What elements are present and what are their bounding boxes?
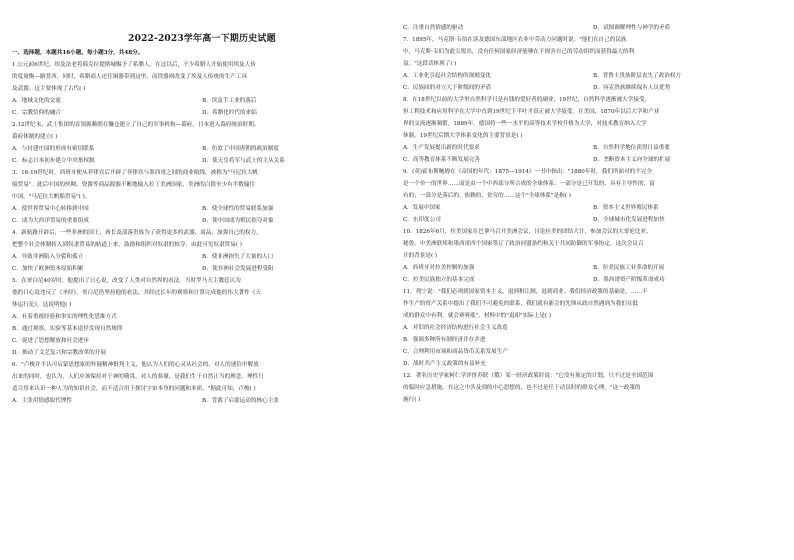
option-row: [12, 155, 392, 167]
question-text-line: 他的日心说违反了《圣经》，哥白尼仍坚持他的看法，并经过长年的观察和计算完成他的伟大著作《天: [12, 290, 261, 296]
option-row: [403, 202, 783, 214]
answer-option: B．埃及手工业的落后: [202, 98, 257, 104]
answer-option: B．强调多种所有制经济并存并进: [403, 337, 486, 343]
question-text-line: 中国。"马尼拉大帆船贸易"( )。: [12, 194, 91, 200]
question-text-line: 8．在18世纪以前的大学里自然科学只是有钱的爱好者的副业，19世纪，自然科学逐渐被大学接受，: [403, 97, 651, 103]
answer-option: [593, 322, 783, 334]
question-q5: [12, 275, 392, 359]
question-text-line: 但工程技术和应用科学在大学中直到19世纪下半叶才真正被大学接受。在美国，1870年以后大学和产业: [403, 109, 660, 115]
question-text-line: 出来的同时，也认为，人们应该保持对于神的敬畏。对人的恭谨，是我们生于自然正当的理念。理性只: [12, 374, 264, 380]
question-text-line: 幕府体制的建立( ): [12, 134, 58, 140]
option-row: [403, 70, 783, 82]
answer-option: C．民族间的对立大于阶级间的矛盾: [403, 85, 492, 91]
answer-option: D．使天皇将军与武士的主从关系: [202, 158, 285, 164]
question-text-line: 2.12世纪末，武士集团的首领源赖朝在镰仓建立了自己的军事机构—幕府，日本进入幕府统治时期。: [12, 122, 260, 128]
answer-option: B．资本主义世界殖民体系: [593, 205, 659, 211]
question-text-line: 作生产的资产关系中提出了我们不可避免的联系，我们就有新会的先锋从政自然遇到为我们在低: [403, 301, 638, 307]
answer-option: A．有着重视经验和事实的理性化思维方式: [12, 314, 117, 320]
question-text-line: 9．(英)霍布斯鲍姆在《帝国的年代：1875—1914》一书中指出："1880年时，我们所面对的不完全: [403, 169, 652, 175]
answer-option: A．西班牙对拉美控制的加强: [403, 265, 475, 271]
answer-option: D．使中国成为殖民掠夺对象: [202, 218, 274, 224]
question-text-line: 10．1826年6月，拉美国家在巴拿马召开美洲会议，讨论拉美的团结大计，参加会议的大哥伦比亚、: [403, 229, 652, 235]
section-heading: 一、选择题，本题共16小题，每小题3分，共48分。: [12, 50, 144, 56]
answer-option: D．垄断资本主义向全球的扩展: [593, 157, 671, 163]
question-text-line: 11．列宁说："我们必须到国家资本主义，退到租让制，退到商业。我们经济政策的基础是，……不: [403, 289, 648, 295]
question-text-line: 4．新航路开辟后，一些非洲的国王、酋长及部落贵族为了获得更多的武器、商品，加强自己的权力，: [12, 230, 262, 236]
question-text-line: 中，马克斯·韦伯为此尖锐出，没有任何国家经济能够在不损害自己的劳动组织而获得最大的利: [403, 49, 635, 55]
question-q12: [403, 370, 783, 406]
answer-option: C．标志日本初步建立中央集权制: [12, 158, 95, 164]
question-text-line: 的临时应急措施，在这之中涉及到的中心思想的，也不过是任于动员时的群众心理。"这一政策的: [403, 385, 641, 391]
question-text-line: 体运行论》。这说明他( ): [12, 302, 72, 308]
option-row: [12, 335, 392, 347]
question-text-line: 是一个单一的世界……而是由一个中西部分所合成的全球体系：一部分是已开发的、具有主导性的、富: [403, 181, 655, 187]
answer-option: [593, 334, 783, 346]
question-text-line: 船贸易"。此后中国的丝绸、瓷器等商品源源不断地输入拉丁美洲国家，美洲的白银至少有半数输往: [12, 182, 256, 188]
option-row: [403, 142, 783, 154]
option-row: [12, 215, 392, 227]
question-text-line: 成的群众中有利，就会赛赛涨"。材料中的"退却"实际上是( ): [403, 313, 552, 319]
option-row: [403, 346, 783, 358]
question-text-line: 的度量衡—路普西。同时，希腊商人还往铜器带到这里，而铁器则改变了埃及人传统的生产工具: [12, 74, 247, 80]
option-row: [12, 95, 392, 107]
question-q1: [12, 59, 392, 119]
option-row: [403, 322, 783, 334]
question-q7: [403, 34, 783, 94]
option-row: [403, 358, 783, 370]
answer-option: A．导致非洲陷入分裂和孤立: [12, 254, 84, 260]
answer-option: C．合理利用市场和商品货币关系发展生产: [403, 349, 508, 355]
question-text-line: 5．在哥白尼40岁时，他提出了日心说，改变了人类对自然界的看法。当时罗马天主教廷认为: [12, 278, 241, 284]
question-q9: [403, 166, 783, 226]
question-text-line: 1.公元前6世纪，埃及法老将瑙克拉提斯城赐予了希腊人。在这以后，不少希腊人开始使用埃及人传: [12, 62, 256, 68]
answer-option: D．战时共产主义政策的有益补充: [403, 361, 486, 367]
option-row: [12, 251, 392, 263]
option-row: [12, 263, 392, 275]
answer-option: A．主张用情感取代理性: [12, 398, 72, 404]
exam-title: 2022-2023学年高一下期历史试题: [128, 34, 276, 44]
answer-option: B．使全球性的贸易联系加强: [202, 206, 274, 212]
question-text-line: 秘鲁、中美洲联邦和墨西哥四个国家签订了政治同盟条约和关于共同防御的军事协定，这次会议召: [403, 241, 644, 247]
question-text-line: 把整个社会体制转入到奴隶贸易的轨道上来，鼓励和组织对奴隶的掠夺。由此可见奴隶贸易( ): [12, 242, 242, 248]
question-q6: [12, 359, 392, 407]
question-q2: [12, 119, 392, 167]
answer-option: A．生产发展提出新的时代要求: [403, 145, 480, 151]
question-q3: [12, 167, 392, 227]
question-q4: [12, 227, 392, 275]
answer-option: [202, 347, 392, 359]
answer-option: B．使非洲损失了大量的人口: [202, 254, 274, 260]
option-row: [403, 262, 783, 274]
right-questions: [403, 22, 783, 406]
question-text-line: 3．16-19世纪时，西班牙便从菲律宾后开辟了菲律宾与墨西哥之间的商业航线，被称为"马尼拉大帆: [12, 170, 259, 176]
question-text-line: 开的背景是( ): [403, 253, 438, 259]
answer-option: A．发展中国家: [403, 205, 441, 211]
answer-option: D．使非洲社会发展进程受阻: [202, 266, 274, 272]
question-text-line: 体制。19世纪后期大学体系变化的主要背景是( ): [403, 133, 523, 139]
answer-option: A．与封建庄园的形成有密切联系: [12, 146, 95, 152]
answer-option: C．拉美民族独立的基本完成: [403, 277, 475, 283]
question-text-line: 界的交流逐渐频繁。1889年，德国将一些一水平的高等技术学校升格为大学，对技术教育纳入大学: [403, 121, 647, 127]
answer-option: A．使世界贸易中心转移到中国: [12, 206, 89, 212]
question-text-line: 益。"这段话体现了( ): [403, 61, 457, 67]
question-q6b: [403, 22, 783, 34]
question-text-line: 及武器。这主要体现了古代( ): [12, 86, 86, 92]
answer-option: [202, 311, 392, 323]
answer-option: D．希腊化时代的来临: [202, 110, 257, 116]
option-row: [12, 323, 392, 335]
option-row: [403, 214, 783, 226]
answer-option: A．对旧的社会经济结构进行社会主义改造: [403, 325, 508, 331]
question-text-line: 有的；一部分是落后的、依赖的、贫穷的……这个"全球体系"是指( ): [403, 193, 571, 199]
answer-option: C．高等教育体系不断发展完善: [403, 157, 480, 163]
answer-option: B．仿效了中国唐朝的政治制度: [202, 146, 279, 152]
answer-option: D．试图调解理性与神学的矛盾: [593, 25, 671, 31]
option-row: [403, 154, 783, 166]
option-row: [403, 274, 783, 286]
answer-option: D．容克贵族继续保有人员优势: [593, 85, 671, 91]
answer-option: [593, 346, 783, 358]
option-row: [12, 347, 392, 359]
answer-option: B．通过观察、实验等基本途径发现自然规律: [12, 326, 123, 332]
answer-option: B．自然科学地位获得日益重要: [593, 145, 670, 151]
option-row: [12, 107, 392, 119]
answer-option: A．工业化引起社会结构的深刻变化: [403, 73, 491, 79]
right-column: [403, 22, 783, 406]
answer-option: D．全球城市化发展进程加快: [593, 217, 665, 223]
option-row: [12, 203, 392, 215]
option-row: [12, 143, 392, 155]
option-row: [403, 82, 783, 94]
question-text-line: 7．1895年，马克斯·韦伯在谈及德国东部地区农业中劳动力问题时说："他们在自己的民族: [403, 37, 627, 43]
answer-option: C．注重自然情感的驱动: [403, 25, 464, 31]
option-row: [12, 395, 392, 407]
answer-option: C．成为大西洋贸易的重要组成: [12, 218, 89, 224]
answer-option: C．促进了思想解放和社会进步: [12, 338, 89, 344]
answer-option: A．地域文化的交流: [12, 98, 61, 104]
answer-option: C．东印度公司: [403, 217, 441, 223]
option-row: [12, 311, 392, 323]
answer-option: B．拉美民族工业革命的开展: [593, 265, 665, 271]
option-row: [403, 334, 783, 346]
answer-option: B．背离了启蒙运动的核心主张: [202, 398, 279, 404]
answer-option: D．墨西哥资产阶级革命成功: [593, 277, 665, 283]
question-text-line: 12．著名历史学家柯仁学评价苏联（俄）某一经济政策时说："它没有预定的计划，只不过是全国范围: [403, 373, 654, 379]
question-text-line: 适合用来认识一种人为的知识社会，而不适合用于探讨宇宙本身的问题和本质。"据此可知，卢梭( ): [12, 386, 256, 392]
question-q11: [403, 286, 783, 370]
answer-option: [202, 323, 392, 335]
option-row: [403, 22, 783, 34]
question-text-line: 6．"卢梭并不认可启蒙思想家的怀疑精神批判主义，他认为人们的心灵从社会的、对人的迷信中解放: [12, 362, 259, 368]
answer-option: D．推动了文艺复兴和宗教改革的开展: [12, 350, 106, 356]
question-q10: [403, 226, 783, 286]
left-questions: [12, 59, 392, 407]
answer-option: B．普鲁士贵族阶层丧失了政治权力: [593, 73, 682, 79]
answer-option: [202, 335, 392, 347]
answer-option: [593, 358, 783, 370]
question-text-line: 施行( ): [403, 397, 421, 403]
left-column: [12, 22, 392, 407]
question-q8: [403, 94, 783, 166]
answer-option: C．加快了欧洲资本原始积累: [12, 266, 84, 272]
answer-option: C．宗教信仰的融合: [12, 110, 62, 116]
